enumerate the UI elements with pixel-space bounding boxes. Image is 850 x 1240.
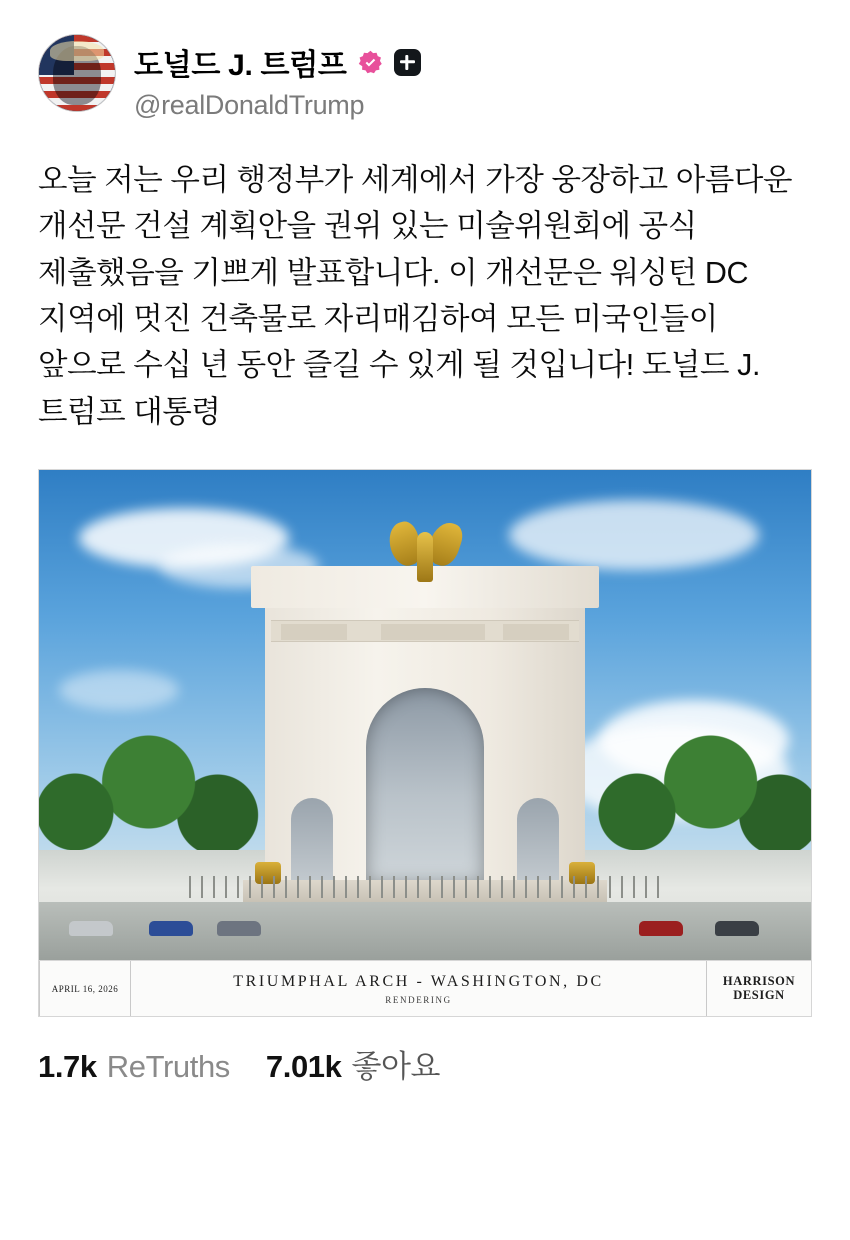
- cloud: [59, 670, 179, 710]
- frieze-inscription: [381, 624, 485, 640]
- frieze-panel-right: [503, 624, 569, 640]
- arch-main-opening: [366, 688, 484, 884]
- plate-date: APRIL 16, 2026: [39, 961, 131, 1016]
- car: [69, 921, 113, 936]
- arch-structure: [265, 584, 585, 884]
- avatar[interactable]: [38, 34, 116, 112]
- winged-victory-statue-icon: [390, 518, 460, 590]
- truth-plus-badge-icon: [394, 49, 421, 76]
- plate-title-block: [131, 961, 707, 1016]
- arch-side-opening-right: [517, 798, 559, 884]
- retruths-count[interactable]: 1.7k: [38, 1049, 97, 1085]
- verified-badge-icon: [357, 49, 384, 76]
- plate-logo-line2: DESIGN: [733, 987, 785, 1002]
- car: [149, 921, 193, 936]
- car: [217, 921, 261, 936]
- statue-body: [417, 532, 433, 582]
- arch-side-opening-left: [291, 798, 333, 884]
- author-display-name[interactable]: 도널드 J. 트럼프: [134, 49, 347, 82]
- triumphal-arch-rendering: [39, 470, 811, 960]
- car: [639, 921, 683, 936]
- car: [715, 921, 759, 936]
- plate-logo-line1: HARRISON: [722, 973, 796, 988]
- post-body-text: 오늘 저는 우리 행정부가 세계에서 가장 웅장하고 아름다운 개선문 건설 계획안을 권위 있는 미술위원회에 공식 제출했음을 기쁘게 발표합니다. 이 개선문은 워싱턴 DC 지역에 멋진 건축물로 자리매김하여 모든 미국인들이 앞으로 수십 년 동안 즐길 수 있게 될 것입니다! 도널드 J. 트럼프 대통령: [38, 163, 793, 429]
- author-block: [134, 34, 421, 121]
- drawing-title-plate: [39, 960, 811, 1016]
- plate-subtitle: RENDERING: [385, 994, 452, 1005]
- author-handle[interactable]: @realDonaldTrump: [134, 90, 365, 120]
- retruths-label[interactable]: ReTruths: [106, 1049, 230, 1085]
- avatar-hair: [50, 41, 105, 61]
- frieze-panel-left: [281, 624, 347, 640]
- plate-logo: [707, 961, 811, 1016]
- post-header: [38, 34, 812, 121]
- cloud: [509, 500, 759, 570]
- likes-count[interactable]: 7.01k: [265, 1049, 342, 1085]
- post-stats: [38, 1041, 812, 1086]
- author-name-line: [134, 40, 421, 84]
- likes-label[interactable]: 좋아요: [351, 1049, 441, 1085]
- site-fence: [189, 876, 661, 898]
- arch-frieze: [271, 620, 579, 642]
- plate-title: TRIUMPHAL ARCH - WASHINGTON, DC: [233, 972, 604, 990]
- post-media-card[interactable]: [38, 469, 812, 1017]
